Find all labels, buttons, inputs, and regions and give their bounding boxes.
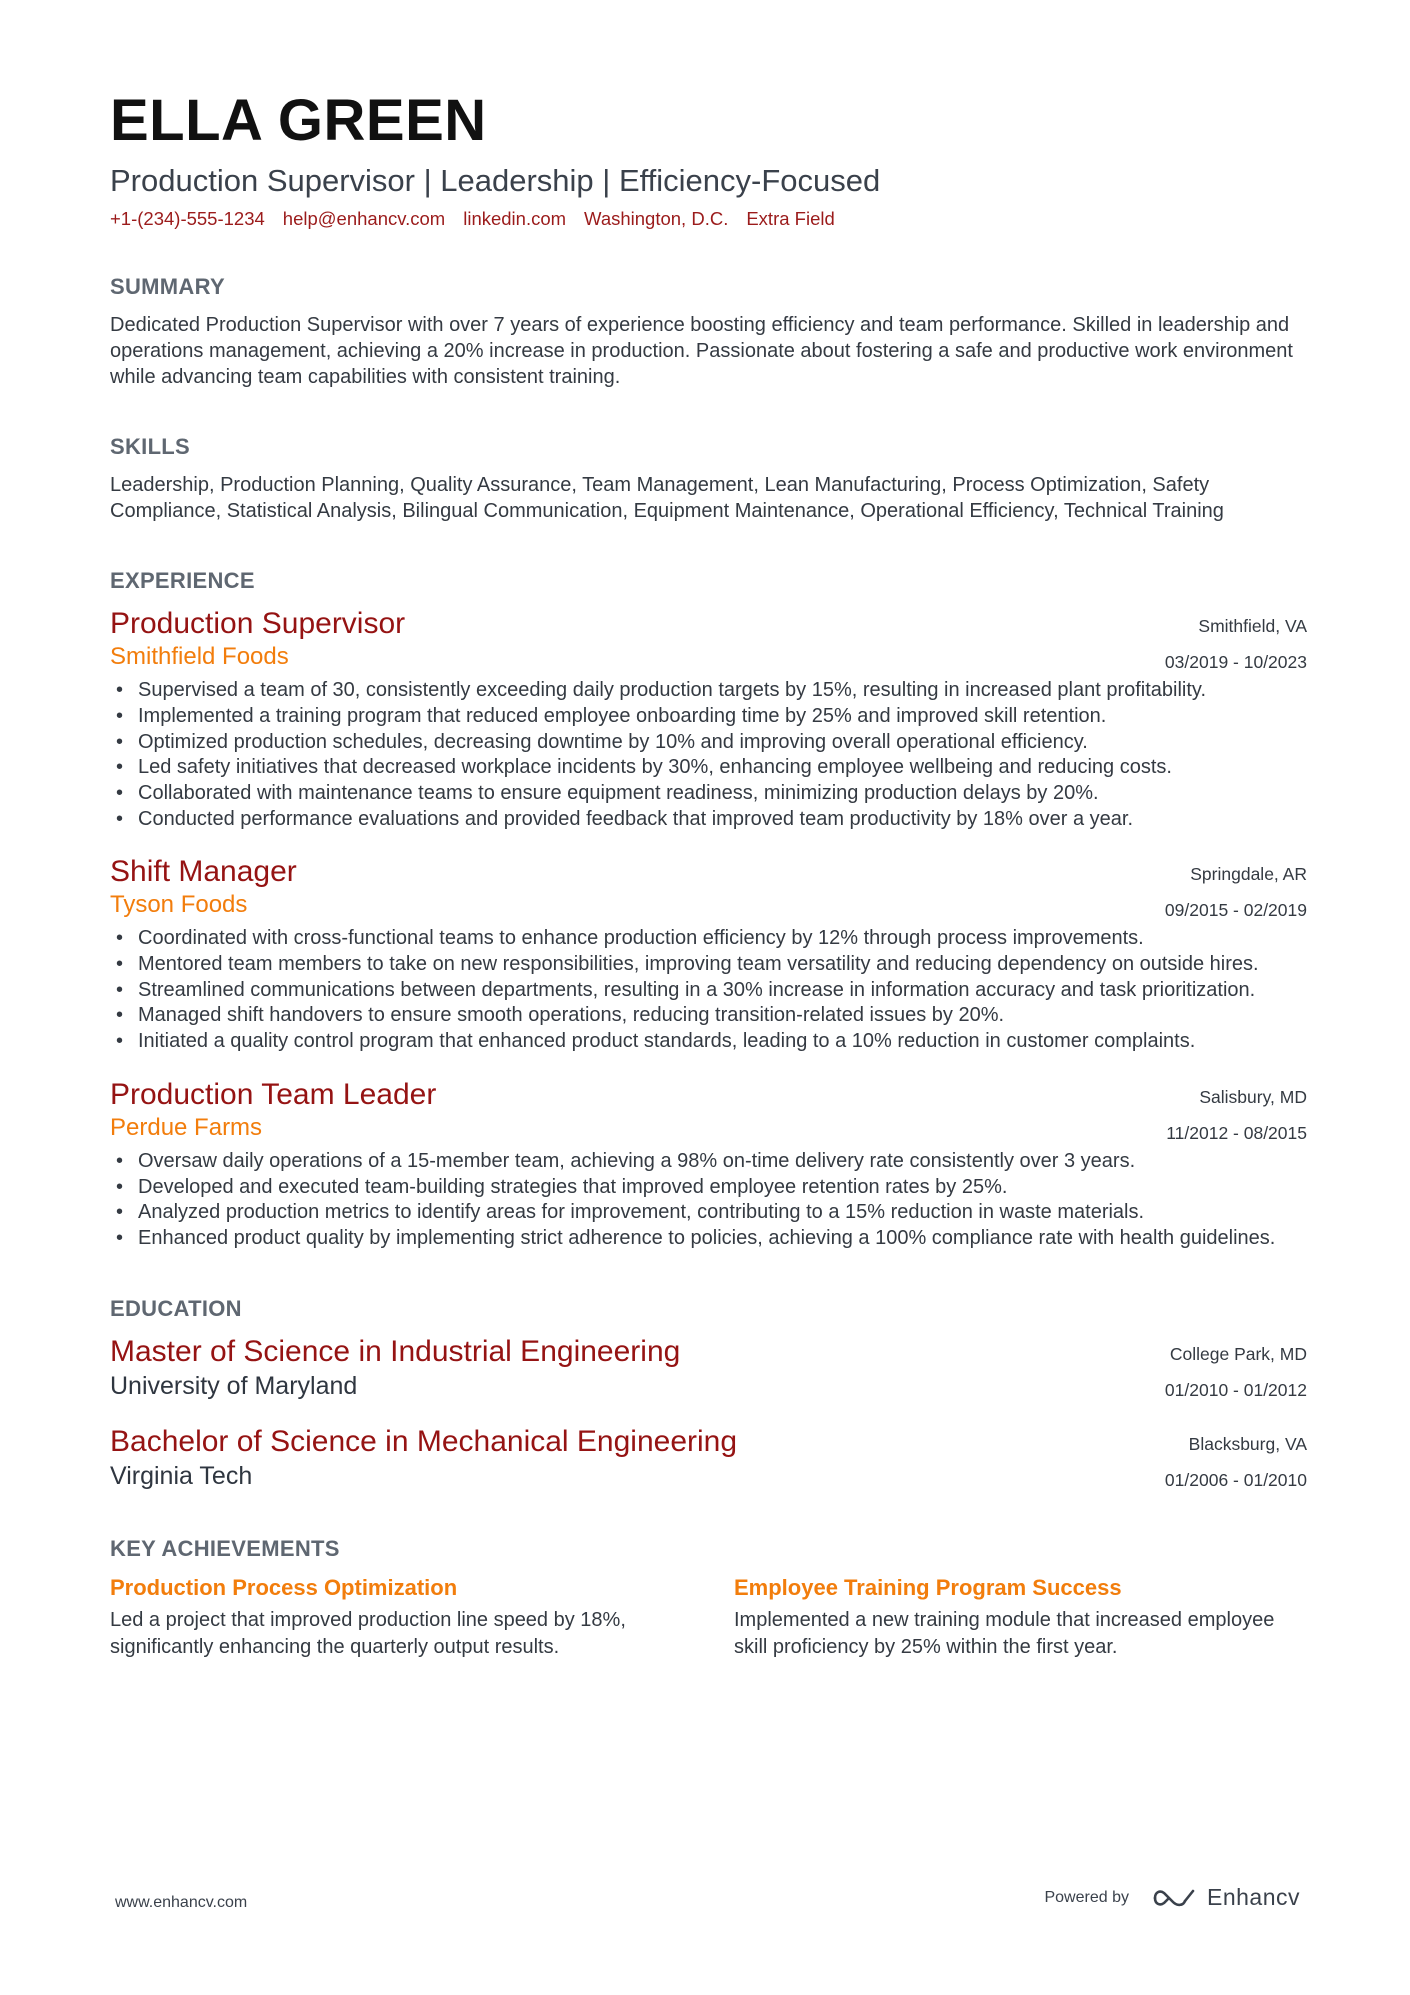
bullet-item: • Optimized production schedules, decreasing downtime by 10% and improving overall operational efficiency. — [110, 730, 1307, 756]
bullet-item: • Oversaw daily operations of a 15-member team, achieving a 98% on-time delivery rate consistently over 3 years. — [110, 1149, 1307, 1175]
contact-row — [110, 208, 1307, 230]
bullet-item: • Supervised a team of 30, consistently exceeding daily production targets by 15%, resulting in increased plant profitability. — [110, 678, 1307, 704]
bullet-item: • Led safety initiatives that decreased workplace incidents by 30%, enhancing employee wellbeing and reducing costs. — [110, 755, 1307, 781]
achievement-desc: Led a project that improved production line speed by 18%, significantly enhancing the quarterly output results. — [110, 1608, 626, 1658]
education-entry — [110, 1424, 1307, 1492]
bullet-item: • Mentored team members to take on new responsibilities, improving team versatility and reducing dependency on outside hires. — [110, 952, 1307, 978]
skills-title: SKILLS — [110, 434, 191, 460]
bullet-item: • Initiated a quality control program that enhanced product standards, leading to a 10% reduction in customer complaints. — [110, 1029, 1307, 1055]
job-bullets — [110, 926, 1307, 1055]
entry-meta — [1165, 608, 1307, 680]
job-dates: 09/2015 - 02/2019 — [1164, 900, 1307, 921]
bullet-item: • Analyzed production metrics to identify areas for improvement, contributing to a 15% reduction in waste materials. — [110, 1200, 1307, 1226]
education-section — [110, 1296, 1307, 1492]
footer-website[interactable]: www.enhancv.com — [115, 1894, 248, 1911]
experience-entry — [110, 1077, 1307, 1252]
job-title: Shift Manager — [110, 855, 297, 889]
degree-title: Bachelor of Science in Mechanical Engineering — [110, 1424, 738, 1458]
headline: Production Supervisor | Leadership | Efficiency-Focused — [110, 163, 881, 198]
job-dates: 03/2019 - 10/2023 — [1164, 652, 1307, 673]
bullet-item: • Collaborated with maintenance teams to ensure equipment readiness, minimizing production delays by 20%. — [110, 781, 1307, 807]
school-dates: 01/2010 - 01/2012 — [1164, 1379, 1307, 1400]
contact-phone[interactable]: +1-(234)-555-1234 — [110, 208, 265, 230]
school-name: Virginia Tech — [110, 1461, 253, 1490]
entry-header — [110, 606, 1307, 672]
skills-text: Leadership, Production Planning, Quality Assurance, Team Management, Lean Manufacturing, Process Optimization, Safety Compliance, Statistical Analysis, Bilingual Communication, Equipment Maintenance, Operational Efficiency, Technical Training — [110, 474, 1224, 523]
experience-entry — [110, 854, 1307, 1055]
education-entry — [110, 1334, 1307, 1402]
company-name: Smithfield Foods — [110, 643, 289, 671]
entry-meta — [1166, 1079, 1307, 1151]
job-location: Springdale, AR — [1190, 864, 1307, 885]
contact-location: Washington, D.C. — [584, 208, 729, 230]
job-bullets — [110, 1149, 1307, 1252]
bullet-item: • Streamlined communications between departments, resulting in a 30% increase in information accuracy and task prioritization. — [110, 978, 1307, 1004]
entry-meta — [1165, 856, 1307, 928]
job-title: Production Supervisor — [110, 607, 406, 641]
bullet-item: • Managed shift handovers to ensure smooth operations, reducing transition-related issues by 20%. — [110, 1003, 1307, 1029]
entry-header — [110, 1334, 1307, 1402]
summary-title: SUMMARY — [110, 274, 225, 300]
achievements-grid — [110, 1574, 1307, 1661]
entry-meta — [1165, 1336, 1307, 1408]
candidate-name: ELLA GREEN — [110, 88, 487, 153]
achievement-desc: Implemented a new training module that increased employee skill proficiency by 25% within the first year. — [734, 1608, 1275, 1658]
bullet-item: • Conducted performance evaluations and provided feedback that improved team productivity by 18% over a year. — [110, 807, 1307, 833]
enhancv-logo-icon — [1151, 1886, 1197, 1910]
contact-email[interactable]: help@enhancv.com — [282, 208, 446, 230]
bullet-item: • Coordinated with cross-functional teams to enhance production efficiency by 12% through process improvements. — [110, 926, 1307, 952]
achievement-item — [734, 1574, 1304, 1661]
achievements-title: KEY ACHIEVEMENTS — [110, 1535, 340, 1561]
school-location: Blacksburg, VA — [1188, 1433, 1307, 1454]
summary-text: Dedicated Production Supervisor with over 7 years of experience boosting efficiency and team performance. Skilled in leadership and operations management, achieving a 20% increase in production. Passionate about fostering a safe and productive work environment while advancing team capabilities with consistent training. — [110, 314, 1293, 389]
company-name: Perdue Farms — [110, 1113, 263, 1141]
achievement-title: Employee Training Program Success — [734, 1574, 1122, 1600]
bullet-item: • Implemented a training program that reduced employee onboarding time by 25% and improved skill retention. — [110, 704, 1307, 730]
brand-name: Enhancv — [1206, 1884, 1300, 1910]
school-dates: 01/2006 - 01/2010 — [1164, 1469, 1307, 1490]
achievement-title: Production Process Optimization — [110, 1574, 458, 1600]
bullet-item: • Developed and executed team-building strategies that improved employee retention rates by 25%. — [110, 1175, 1307, 1201]
summary-section — [110, 274, 1307, 390]
degree-title: Master of Science in Industrial Engineering — [110, 1334, 681, 1368]
achievement-item — [110, 1574, 680, 1661]
entry-header — [110, 1077, 1307, 1143]
achievements-section — [110, 1536, 1307, 1661]
job-location: Smithfield, VA — [1198, 616, 1307, 637]
company-name: Tyson Foods — [110, 891, 248, 919]
school-name: University of Maryland — [110, 1371, 358, 1400]
job-bullets — [110, 678, 1307, 832]
contact-linkedin[interactable]: linkedin.com — [463, 208, 567, 230]
school-location: College Park, MD — [1169, 1343, 1307, 1364]
header — [110, 88, 1307, 230]
experience-entry — [110, 606, 1307, 832]
entry-header — [110, 1424, 1307, 1492]
bullet-item: • Enhanced product quality by implementing strict adherence to policies, achieving a 100% compliance rate with health guidelines. — [110, 1226, 1307, 1252]
experience-title: EXPERIENCE — [110, 568, 255, 594]
entry-header — [110, 854, 1307, 920]
resume-content — [110, 88, 1307, 1661]
brand-logo[interactable] — [1151, 1884, 1300, 1911]
skills-section — [110, 434, 1307, 524]
entry-meta — [1165, 1426, 1307, 1498]
experience-section — [110, 568, 1307, 1252]
footer-branding — [1044, 1884, 1300, 1911]
job-title: Production Team Leader — [110, 1077, 437, 1111]
job-location: Salisbury, MD — [1199, 1086, 1307, 1107]
powered-by-label: Powered by — [1044, 1888, 1129, 1906]
education-title: EDUCATION — [110, 1295, 242, 1321]
contact-extra: Extra Field — [746, 208, 835, 230]
job-dates: 11/2012 - 08/2015 — [1166, 1122, 1307, 1143]
